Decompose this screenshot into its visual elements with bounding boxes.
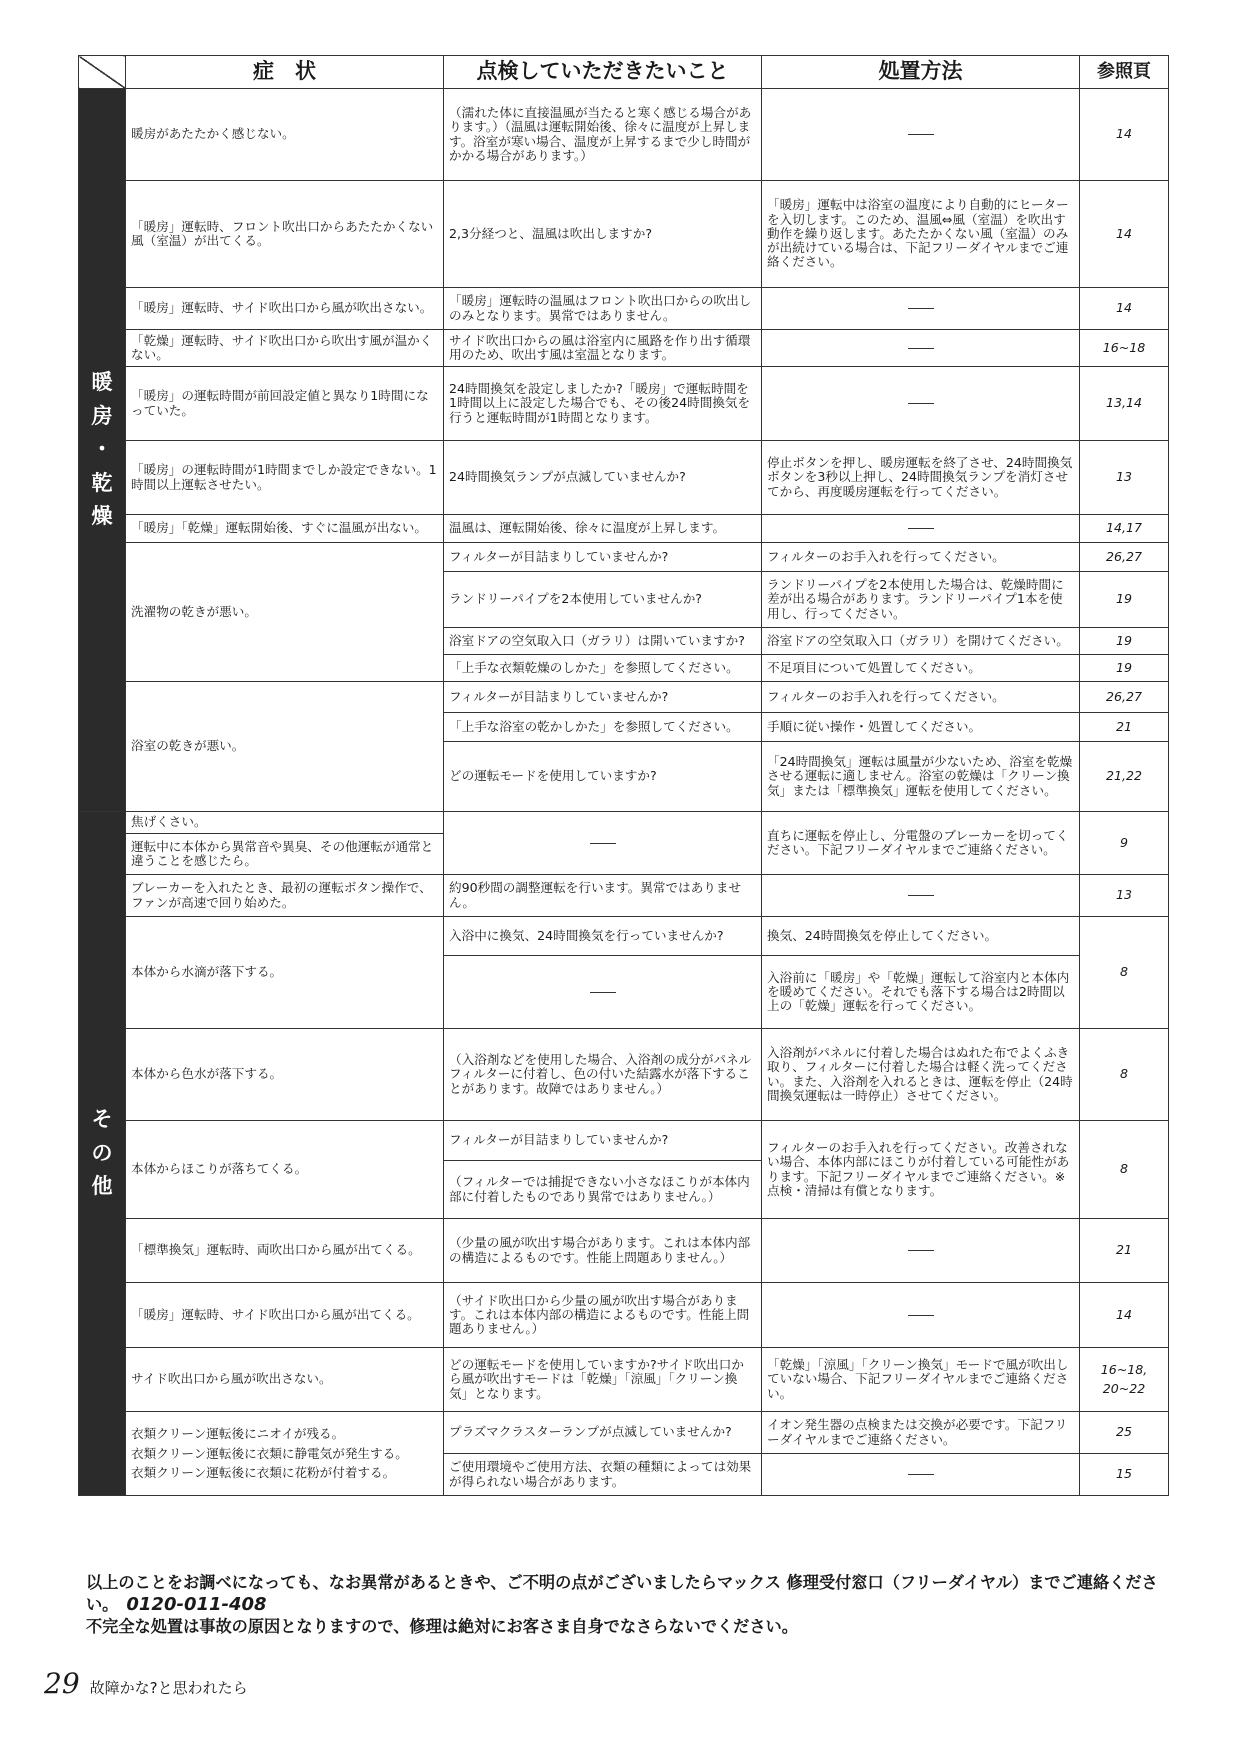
remedy-cell: ランドリーパイプを2本使用した場合は、乾燥時間に差が出る場合があります。ランドリーパイプ1本を使用し、行ってください。: [762, 572, 1080, 628]
contact-note-text: 以上のことをお調べになっても、なお異常があるときや、ご不明の点がございましたらマックス 修理受付窓口（フリーダイヤル）までご連絡ください。: [86, 1573, 1158, 1615]
symptom-cell: 「暖房」の運転時間が1時間までしか設定できない。1時間以上運転させたい。: [126, 441, 444, 515]
remedy-cell: [762, 288, 1080, 330]
page-ref: 14,17: [1080, 515, 1169, 543]
symptom-cell: 「暖房」運転時、サイド吹出口から風が出てくる。: [126, 1283, 444, 1348]
section-heading-char: 暖: [91, 370, 113, 395]
page-section-title: 故障かな?と思われたら: [89, 1679, 248, 1697]
dash-mark: [908, 1315, 934, 1316]
remedy-cell: 「暖房」運転中は浴室の温度により自動的にヒーターを入切します。このため、温風⇔風（室温）を吹出す動作を繰り返します。あたたかくない風（室温）のみが出続けている場合は、下記フリーダイヤルまでご連絡ください。: [762, 181, 1080, 288]
symptom-cell: 焦げくさい。: [126, 812, 444, 834]
check-cell: （フィルターでは捕捉できない小さなほこりが本体内部に付着したものであり異常ではありません。）: [444, 1161, 762, 1219]
check-cell: フィルターが目詰まりしていませんか?: [444, 682, 762, 713]
section-heading-char: そ: [91, 1107, 113, 1132]
page-ref-line: 20~22: [1102, 1380, 1146, 1396]
page-ref: 25: [1080, 1412, 1169, 1454]
section-heading-char: 乾: [91, 470, 113, 495]
symptom-cell: 暖房があたたかく感じない。: [126, 89, 444, 181]
symptom-cell: 「暖房」運転時、サイド吹出口から風が吹出さない。: [126, 288, 444, 330]
page-ref: 14: [1080, 89, 1169, 181]
page-ref: 13: [1080, 875, 1169, 917]
dash-mark: [908, 528, 934, 529]
symptom-cell: サイド吹出口から風が吹出さない。: [126, 1348, 444, 1412]
remedy-cell: 浴室ドアの空気取入口（ガラリ）を開けてください。: [762, 628, 1080, 655]
remedy-cell: 直ちに運転を停止し、分電盤のブレーカーを切ってください。下記フリーダイヤルまでご連絡ください。: [762, 812, 1080, 875]
check-cell: 24時間換気ランプが点滅していませんか?: [444, 441, 762, 515]
page-ref: 19: [1080, 572, 1169, 628]
check-cell: 「暖房」運転時の温風はフロント吹出口からの吹出しのみとなります。異常ではありません。: [444, 288, 762, 330]
check-cell: （少量の風が吹出す場合があります。これは本体内部の構造によるものです。性能上問題ありません。）: [444, 1219, 762, 1283]
check-cell: [444, 812, 762, 875]
symptom-cell: 浴室の乾きが悪い。: [126, 682, 444, 812]
remedy-cell: [762, 1454, 1080, 1496]
symptom-cell: 「暖房」の運転時間が前回設定値と異なり1時間になっていた。: [126, 367, 444, 441]
section-label-heating: [79, 89, 126, 812]
check-cell: 「上手な浴室の乾かしかた」を参照してください。: [444, 713, 762, 742]
dash-mark: [908, 308, 934, 309]
page-ref: 8: [1080, 1121, 1169, 1219]
symptom-cell: 本体からほこりが落ちてくる。: [126, 1121, 444, 1219]
page-ref: 13,14: [1080, 367, 1169, 441]
contact-note: [86, 1572, 1166, 1638]
troubleshooting-table: [78, 55, 1169, 1496]
section-heading-char: 燥: [91, 504, 113, 529]
page-ref: 26,27: [1080, 682, 1169, 713]
page-ref: 14: [1080, 288, 1169, 330]
page-ref: 13: [1080, 441, 1169, 515]
remedy-cell: [762, 1219, 1080, 1283]
remedy-cell: 「乾燥」「涼風」「クリーン換気」モードで風が吹出していない場合、下記フリーダイヤルまでご連絡ください。: [762, 1348, 1080, 1412]
check-cell: 「上手な衣類乾燥のしかた」を参照してください。: [444, 655, 762, 682]
section-heading-char: 他: [91, 1174, 113, 1199]
remedy-cell: 入浴前に「暖房」や「乾燥」運転して浴室内と本体内を暖めてください。それでも落下する場合は2時間以上の「乾燥」運転を行ってください。: [762, 956, 1080, 1029]
section-heading-char: 房: [91, 403, 113, 428]
dash-mark: [908, 348, 934, 349]
page-ref: 9: [1080, 812, 1169, 875]
dash-mark: [908, 1250, 934, 1251]
check-cell: ご使用環境やご使用方法、衣類の種類によっては効果が得られない場合があります。: [444, 1454, 762, 1496]
remedy-cell: [762, 1283, 1080, 1348]
remedy-cell: [762, 875, 1080, 917]
dash-mark: [908, 134, 934, 135]
page-ref: 21: [1080, 713, 1169, 742]
check-cell: 2,3分経つと、温風は吹出しますか?: [444, 181, 762, 288]
check-cell: （濡れた体に直接温風が当たると寒く感じる場合があります。）（温風は運転開始後、徐々に温度が上昇します。浴室が寒い場合、温度が上昇するまで少し時間がかかる場合があります。）: [444, 89, 762, 181]
remedy-cell: 手順に従い操作・処置してください。: [762, 713, 1080, 742]
symptom-cell: 運転中に本体から異常音や異臭、その他運転が通常と違うことを感じたら。: [126, 834, 444, 875]
page-ref: 14: [1080, 181, 1169, 288]
page-ref: 14: [1080, 1283, 1169, 1348]
remedy-cell: 停止ボタンを押し、暖房運転を終了させ、24時間換気ボタンを3秒以上押し、24時間換気ランプを消灯させてから、再度暖房運転を行ってください。: [762, 441, 1080, 515]
check-cell: 約90秒間の調整運転を行います。異常ではありません。: [444, 875, 762, 917]
check-cell: 浴室ドアの空気取入口（ガラリ）は開いていますか?: [444, 628, 762, 655]
remedy-cell: フィルターのお手入れを行ってください。改善されない場合、本体内部にほこりが付着している可能性があります。下記フリーダイヤルまでご連絡ください。※点検・清掃は有償となります。: [762, 1121, 1080, 1219]
dash-mark: [590, 843, 616, 844]
check-cell: 入浴中に換気、24時間換気を行っていませんか?: [444, 917, 762, 956]
dash-mark: [908, 895, 934, 896]
remedy-cell: フィルターのお手入れを行ってください。: [762, 543, 1080, 572]
dash-mark: [590, 992, 616, 993]
remedy-cell: 不足項目について処置してください。: [762, 655, 1080, 682]
page-ref: 15: [1080, 1454, 1169, 1496]
remedy-cell: [762, 330, 1080, 367]
check-cell: ランドリーパイプを2本使用していませんか?: [444, 572, 762, 628]
page-ref: 21,22: [1080, 742, 1169, 812]
page-ref: 19: [1080, 628, 1169, 655]
symptom-line: 衣類クリーン運転後に衣類に静電気が発生する。: [131, 1445, 408, 1461]
symptom-cell: 「暖房」「乾燥」運転開始後、すぐに温風が出ない。: [126, 515, 444, 543]
symptom-cell: 本体から色水が落下する。: [126, 1029, 444, 1121]
header-corner: [79, 56, 126, 89]
page-ref: 26,27: [1080, 543, 1169, 572]
page-ref: 19: [1080, 655, 1169, 682]
section-heading-char: の: [91, 1140, 113, 1165]
header-page: 参照頁: [1080, 56, 1169, 89]
symptom-line: 衣類クリーン運転後にニオイが残る。: [131, 1426, 345, 1442]
warning-text: 不完全な処置は事故の原因となりますので、修理は絶対にお客さま自身でなさらないでください。: [86, 1617, 798, 1637]
check-cell: フィルターが目詰まりしていませんか?: [444, 1121, 762, 1161]
dash-mark: [908, 1474, 934, 1475]
symptom-cell: 洗濯物の乾きが悪い。: [126, 543, 444, 682]
remedy-cell: [762, 515, 1080, 543]
remedy-cell: イオン発生器の点検または交換が必要です。下記フリーダイヤルまでご連絡ください。: [762, 1412, 1080, 1454]
header-check: 点検していただきたいこと: [444, 56, 762, 89]
section-label-other: [79, 812, 126, 1496]
symptom-cell: [126, 1412, 444, 1496]
remedy-cell: 「24時間換気」運転は風量が少ないため、浴室を乾燥させる運転に適しません。浴室の乾燥は「クリーン換気」または「標準換気」運転を使用してください。: [762, 742, 1080, 812]
symptom-cell: 「乾燥」運転時、サイド吹出口から吹出す風が温かくない。: [126, 330, 444, 367]
remedy-cell: 換気、24時間換気を停止してください。: [762, 917, 1080, 956]
page-ref: [1080, 1348, 1169, 1412]
check-cell: 温風は、運転開始後、徐々に温度が上昇します。: [444, 515, 762, 543]
check-cell: （入浴剤などを使用した場合、入浴剤の成分がパネルフィルターに付着し、色の付いた結露水が落下することがあります。故障ではありません。）: [444, 1029, 762, 1121]
symptom-cell: 「暖房」運転時、フロント吹出口からあたたかくない風（室温）が出てくる。: [126, 181, 444, 288]
remedy-cell: [762, 89, 1080, 181]
check-cell: どの運転モードを使用していますか?: [444, 742, 762, 812]
page-footer: [44, 1667, 248, 1700]
check-cell: プラズマクラスターランプが点滅していませんか?: [444, 1412, 762, 1454]
check-cell: サイド吹出口からの風は浴室内に風路を作り出す循環用のため、吹出す風は室温となります。: [444, 330, 762, 367]
page-ref: 8: [1080, 1029, 1169, 1121]
check-cell: 24時間換気を設定しましたか?「暖房」で運転時間を1時間以上に設定した場合でも、その後24時間換気を行うと運転時間が1時間となります。: [444, 367, 762, 441]
dash-mark: [908, 403, 934, 404]
page-ref-line: 16~18,: [1100, 1362, 1148, 1378]
symptom-line: 衣類クリーン運転後に衣類に花粉が付着する。: [131, 1465, 396, 1481]
remedy-cell: 入浴剤がパネルに付着した場合はぬれた布でよくふき取り、フィルターに付着した場合は軽く洗ってください。また、入浴剤を入れるときは、運転を停止（24時間換気運転は一時停止）させてください。: [762, 1029, 1080, 1121]
remedy-cell: フィルターのお手入れを行ってください。: [762, 682, 1080, 713]
check-cell: どの運転モードを使用していますか?サイド吹出口から風が吹出すモードは「乾燥」「涼風」「クリーン換気」となります。: [444, 1348, 762, 1412]
page-ref: 16~18: [1080, 330, 1169, 367]
symptom-cell: ブレーカーを入れたとき、最初の運転ボタン操作で、ファンが高速で回り始めた。: [126, 875, 444, 917]
header-symptom: 症 状: [126, 56, 444, 89]
symptom-cell: 本体から水滴が落下する。: [126, 917, 444, 1029]
free-dial-number: 0120-011-408: [126, 1594, 267, 1616]
check-cell: （サイド吹出口から少量の風が吹出す場合があります。これは本体内部の構造によるものです。性能上問題ありません。）: [444, 1283, 762, 1348]
check-cell: フィルターが目詰まりしていませんか?: [444, 543, 762, 572]
page-number: 29: [44, 1667, 80, 1700]
remedy-cell: [762, 367, 1080, 441]
page-ref: 8: [1080, 917, 1169, 1029]
symptom-cell: 「標準換気」運転時、両吹出口から風が出てくる。: [126, 1219, 444, 1283]
header-remedy: 処置方法: [762, 56, 1080, 89]
section-heading-char: ・: [91, 437, 113, 462]
check-cell: [444, 956, 762, 1029]
page-ref: 21: [1080, 1219, 1169, 1283]
